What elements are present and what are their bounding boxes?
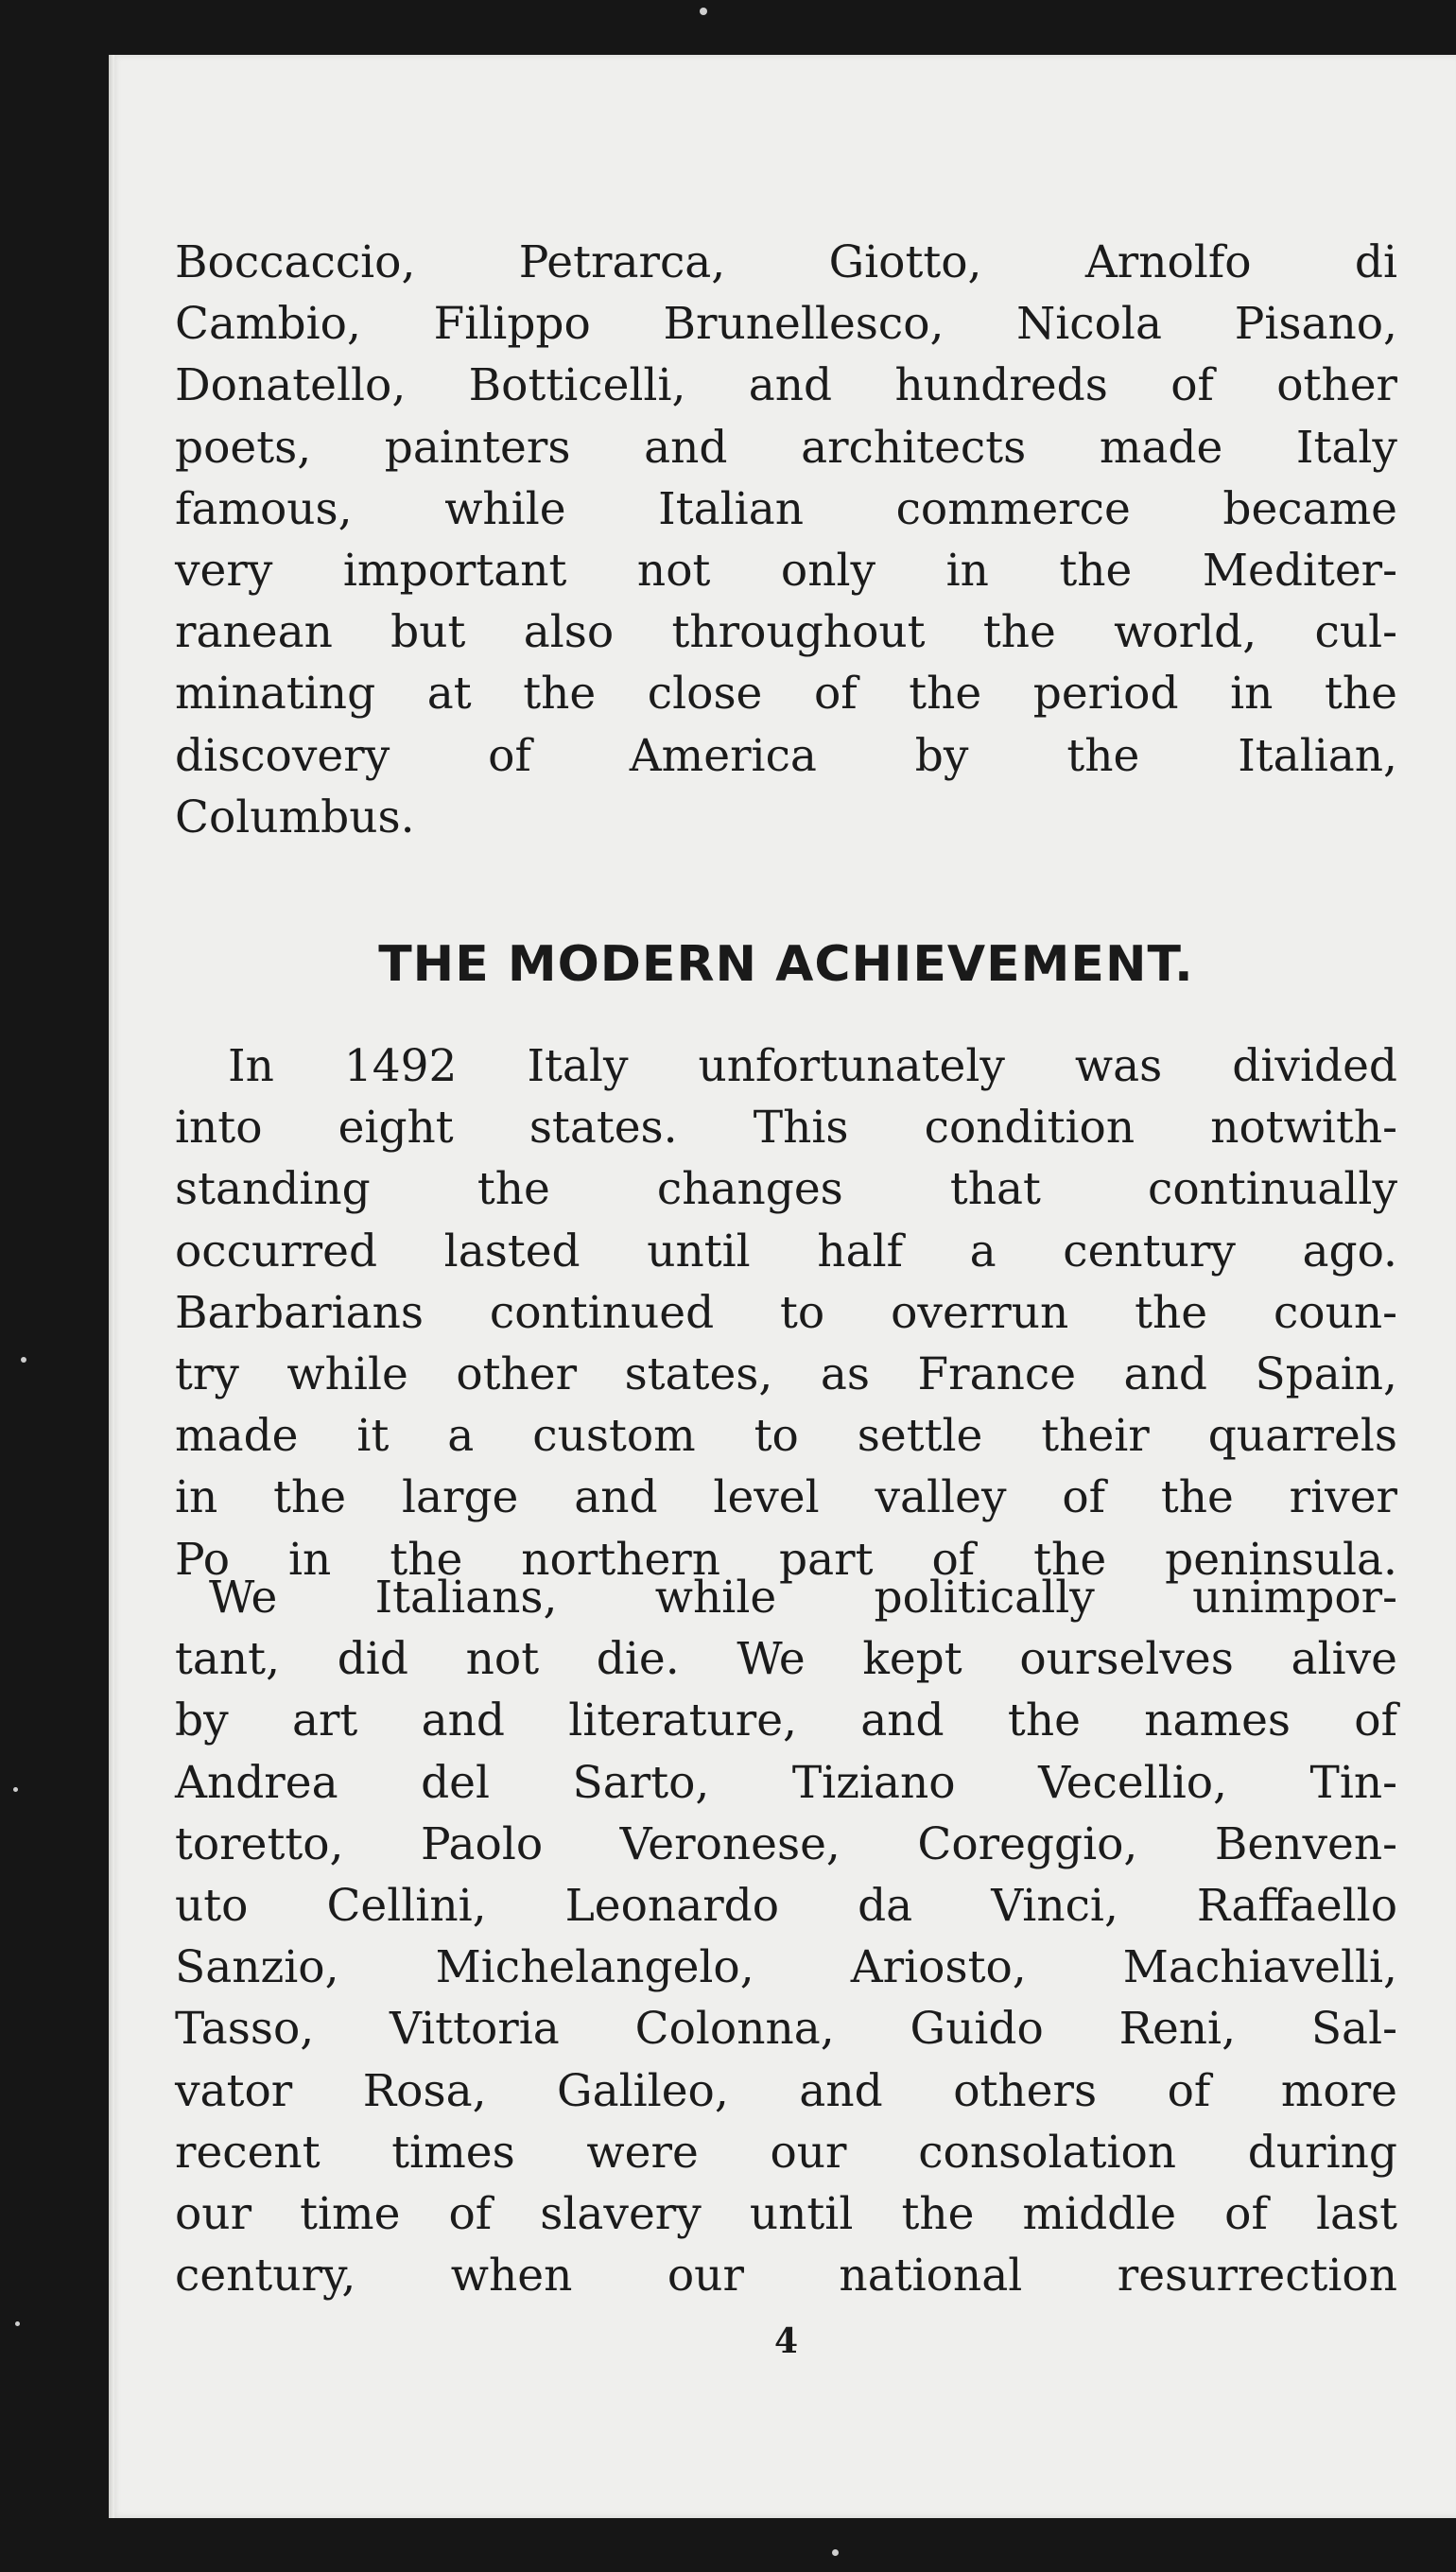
text-line: ranean but also throughout the world, cul- — [175, 606, 1397, 659]
text-line: Cambio, Filippo Brunellesco, Nicola Pisano, — [175, 298, 1397, 351]
text-line: Po in the northern part of the peninsula. — [175, 1533, 1397, 1586]
text-line: Andrea del Sarto, Tiziano Vecellio, Tin- — [175, 1756, 1397, 1809]
text-line: poets, painters and architects made Italy — [175, 421, 1397, 474]
scan-speck — [15, 2321, 20, 2326]
page-number: 4 — [773, 2321, 799, 2361]
text-line: century, when our national resurrection — [175, 2250, 1397, 2303]
scan-speck — [832, 2549, 839, 2556]
text-line: famous, while Italian commerce became — [175, 482, 1397, 535]
scan-speck — [13, 1787, 18, 1792]
text-line: In 1492 Italy unfortunately was divided — [228, 1040, 1397, 1092]
text-line: Boccaccio, Petrarca, Giotto, Arnolfo di — [175, 236, 1397, 288]
text-line: our time of slavery until the middle of last — [175, 2187, 1397, 2240]
paragraph-italians-survived — [175, 1567, 1397, 2306]
section-heading: THE MODERN ACHIEVEMENT. — [378, 936, 1194, 993]
scan-speck — [700, 8, 707, 15]
text-line: very important not only in the Mediter- — [175, 544, 1397, 597]
text-line: in the large and level valley of the river — [175, 1471, 1397, 1524]
text-line: recent times were our consolation during — [175, 2126, 1397, 2179]
text-line: standing the changes that continually — [175, 1163, 1397, 1216]
text-line: made it a custom to settle their quarrels — [175, 1410, 1397, 1463]
text-line: We Italians, while politically unimpor- — [209, 1572, 1397, 1624]
text-line: Barbarians continued to overrun the coun- — [175, 1286, 1397, 1339]
text-line: Columbus. — [175, 791, 415, 843]
text-line: Sanzio, Michelangelo, Ariosto, Machiavelli, — [175, 1941, 1397, 1994]
paragraph-divided-italy — [175, 1035, 1397, 1590]
scan-speck — [21, 1357, 26, 1363]
paragraph-renaissance-figures — [175, 232, 1397, 848]
text-line: by art and literature, and the names of — [175, 1694, 1397, 1747]
text-line: tant, did not die. We kept ourselves alive — [175, 1633, 1397, 1686]
text-line: Donatello, Botticelli, and hundreds of other — [175, 359, 1397, 412]
text-line: try while other states, as France and Spain, — [175, 1347, 1397, 1400]
text-line: minating at the close of the period in the — [175, 668, 1397, 721]
text-line: into eight states. This condition notwith- — [175, 1102, 1397, 1155]
text-line: toretto, Paolo Veronese, Coreggio, Benven- — [175, 1817, 1397, 1870]
text-line: uto Cellini, Leonardo da Vinci, Raffaello — [175, 1879, 1397, 1932]
page-edge-shadow — [109, 55, 114, 2518]
text-line: Tasso, Vittoria Colonna, Guido Reni, Sal- — [175, 2003, 1397, 2056]
text-line: vator Rosa, Galileo, and others of more — [175, 2064, 1397, 2117]
text-line: discovery of America by the Italian, — [175, 729, 1397, 782]
text-line: occurred lasted until half a century ago. — [175, 1225, 1397, 1277]
